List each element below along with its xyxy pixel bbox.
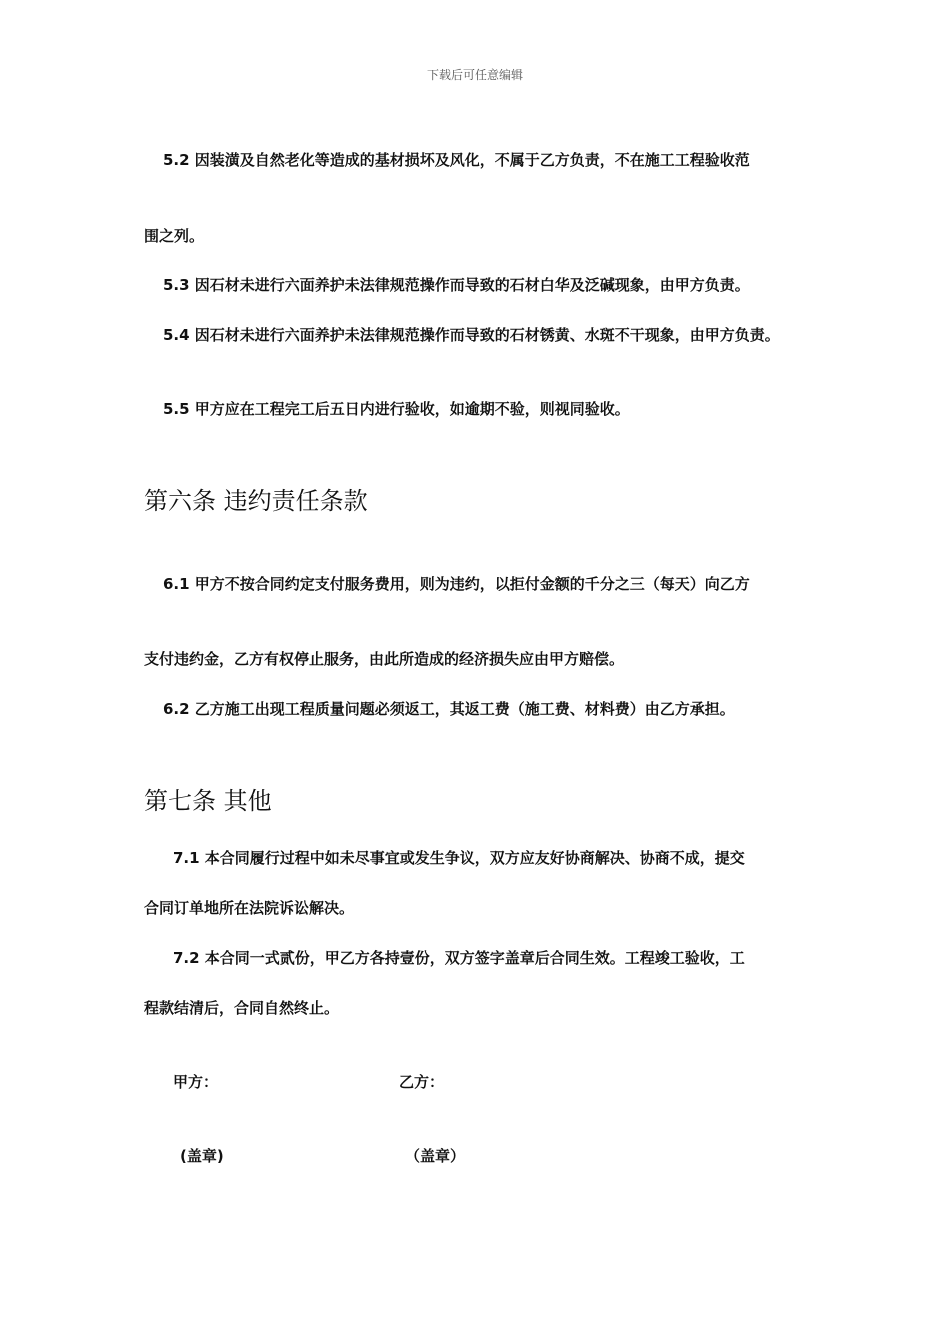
section-7-title: 第七条 其他 bbox=[144, 787, 272, 815]
party-a-seal: (盖章) bbox=[180, 1147, 224, 1165]
clause-7-2-line1: 7.2 本合同一式贰份，甲乙方各持壹份，双方签字盖章后合同生效。工程竣工验收，工 bbox=[173, 949, 745, 967]
clause-5-2-line1: 5.2 因装潢及自然老化等造成的基材损坏及风化，不属于乙方负责，不在施工工程验收范 bbox=[163, 151, 750, 169]
page-header-note: 下载后可任意编辑 bbox=[426, 68, 523, 82]
party-a-label: 甲方： bbox=[173, 1073, 219, 1091]
clause-7-2-line2: 程款结清后，合同自然终止。 bbox=[144, 999, 340, 1017]
section-6-title: 第六条 违约责任条款 bbox=[144, 487, 368, 515]
clause-7-1-line2: 合同订单地所在法院诉讼解决。 bbox=[144, 899, 355, 917]
clause-6-1-line2: 支付违约金，乙方有权停止服务，由此所造成的经济损失应由甲方赔偿。 bbox=[144, 650, 625, 668]
party-b-seal: （盖章） bbox=[405, 1147, 466, 1165]
clause-6-2: 6.2 乙方施工出现工程质量问题必须返工，其返工费（施工费、材料费）由乙方承担。 bbox=[163, 700, 735, 718]
party-b-label: 乙方： bbox=[399, 1073, 445, 1091]
clause-5-3: 5.3 因石材未进行六面养护未法律规范操作而导致的石材白华及泛碱现象，由甲方负责。 bbox=[163, 276, 750, 294]
clause-5-2-line2: 围之列。 bbox=[144, 227, 205, 245]
clause-6-1-line1: 6.1 甲方不按合同约定支付服务费用，则为违约，以拒付金额的千分之三（每天）向乙方 bbox=[163, 575, 750, 593]
clause-5-5: 5.5 甲方应在工程完工后五日内进行验收，如逾期不验，则视同验收。 bbox=[163, 400, 630, 418]
clause-5-4: 5.4 因石材未进行六面养护未法律规范操作而导致的石材锈黄、水斑不干现象，由甲方负责。 bbox=[163, 326, 780, 344]
clause-7-1-line1: 7.1 本合同履行过程中如未尽事宜或发生争议，双方应友好协商解决、协商不成，提交 bbox=[173, 849, 745, 867]
